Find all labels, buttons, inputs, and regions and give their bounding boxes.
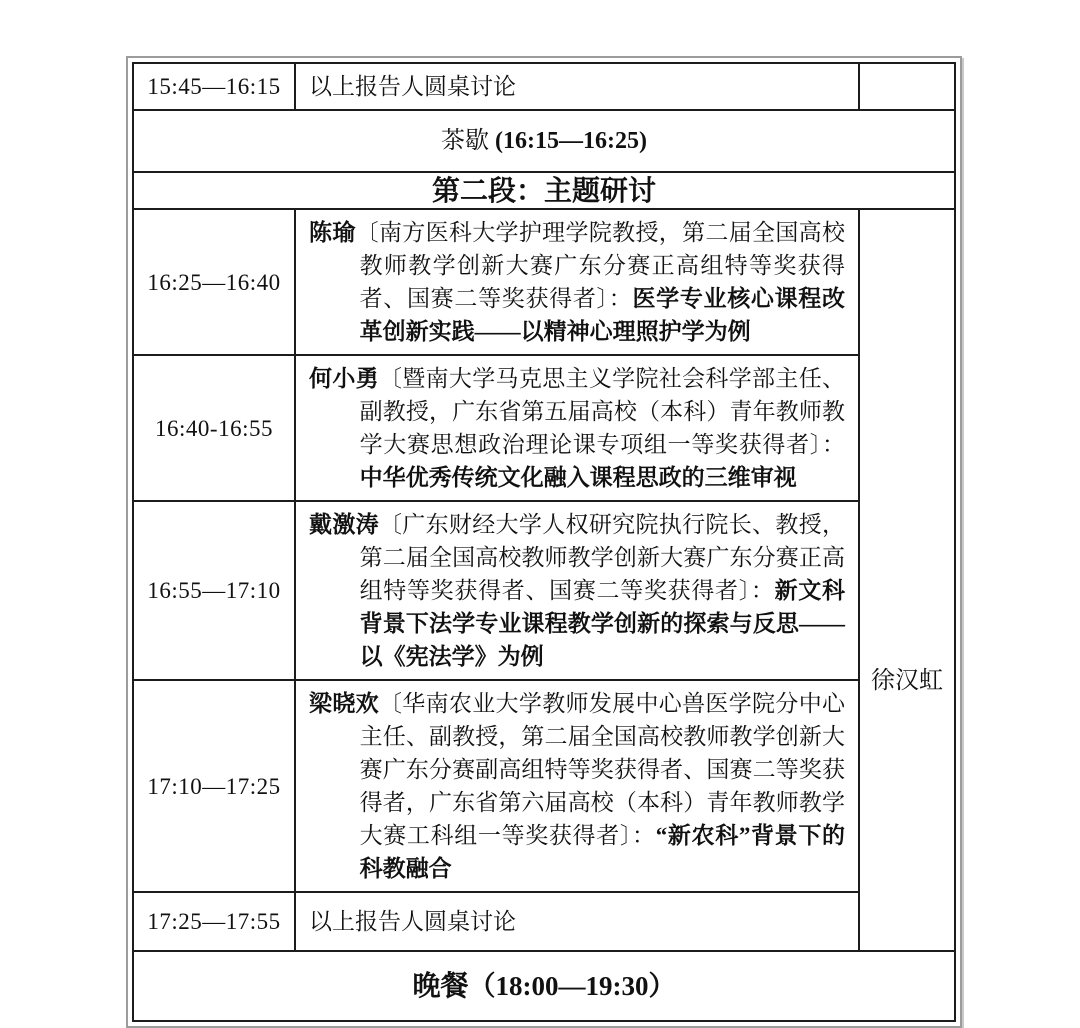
host-cell-empty [859,63,955,110]
speaker-affiliation: 〔华南农业大学教师发展中心兽医学院分中心主任、副教授，第二届全国高校教师教学创新大赛广东分赛副高组特等奖获得者、国赛二等奖获得者，广东省第六届高校（本科）青年教师教学大赛工科组一等奖获得者〕： [359,691,846,848]
host-cell [859,209,955,951]
table-row [133,63,955,110]
talk-topic: 中华优秀传统文化融入课程思政的三维审视 [359,465,797,490]
time-cell: 15:45—16:15 [133,63,295,110]
table-row [133,172,955,209]
speaker-affiliation: 〔南方医科大学护理学院教授，第二届全国高校教师教学创新大赛广东分赛正高组特等奖获得者、国赛二等奖获得者〕： [355,220,846,311]
dinner-label: 晚餐 [412,969,469,1001]
table-row [133,892,955,951]
speaker-name: 陈瑜 [309,220,356,245]
talk-topic: “新农科”背景下的科教融合 [359,823,846,881]
talk-topic: 医学专业核心课程改革创新实践——以精神心理照护学为例 [359,286,845,344]
content-cell [295,209,859,355]
content-cell [295,355,859,501]
time-cell: 16:25—16:40 [133,209,295,355]
dinner-cell [133,951,955,1021]
dinner-time: （18:00—19:30） [468,970,676,1001]
content-cell: 以上报告人圆桌讨论 [295,63,859,110]
time-cell: 16:40-16:55 [133,355,295,501]
tea-break-cell [133,110,955,172]
section-title: 第二段：主题研讨 [133,172,955,209]
table-row [133,951,955,1021]
table-row [133,209,955,355]
speaker-name: 何小勇 [309,366,379,391]
table-row [133,680,955,892]
time-cell: 17:10—17:25 [133,680,295,892]
content-cell [295,501,859,680]
speaker-name: 戴激涛 [309,512,379,537]
schedule-table-frame [126,56,962,1028]
host-name: 徐汉虹 [871,668,943,694]
speaker-affiliation: 〔暨南大学马克思主义学院社会科学部主任、副教授，广东省第五届高校（本科）青年教师教学大赛思想政治理论课专项组一等奖获得者〕： [359,366,846,457]
content-cell: 以上报告人圆桌讨论 [295,892,859,951]
speaker-name: 梁晓欢 [309,691,379,716]
talk-topic: 新文科背景下法学专业课程教学创新的探索与反思——以《宪法学》为例 [359,578,845,669]
tea-break-time: (16:15—16:25) [489,127,647,154]
content-cell [295,680,859,892]
table-row [133,355,955,501]
speaker-affiliation: 〔广东财经大学人权研究院执行院长、教授，第二届全国高校教师教学创新大赛广东分赛正高组特等奖获得者、国赛二等奖获得者〕： [359,512,846,603]
table-row [133,501,955,680]
time-cell: 17:25—17:55 [133,892,295,951]
schedule-table [132,62,956,1022]
time-cell: 16:55—17:10 [133,501,295,680]
tea-break-label: 茶歇 [441,127,490,154]
table-row [133,110,955,172]
